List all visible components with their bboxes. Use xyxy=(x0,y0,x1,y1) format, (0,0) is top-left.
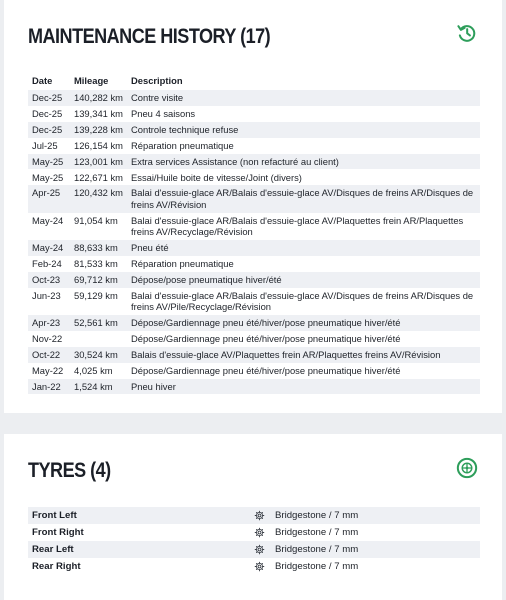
row-mileage: 139,228 km xyxy=(70,122,127,138)
row-description: Essai/Huile boite de vitesse/Joint (divers) xyxy=(131,171,302,183)
row-mileage: 91,054 km xyxy=(74,214,118,226)
tyre-position: Rear Right xyxy=(32,561,81,572)
table-row xyxy=(28,315,480,331)
row-date: Dec-25 xyxy=(32,108,63,120)
row-description: Pneu été xyxy=(127,240,480,256)
column-header-mileage: Mileage xyxy=(74,75,109,87)
row-description: Dépose/Gardiennage pneu été/hiver/pose pneumatique hiver/été xyxy=(131,364,401,376)
row-mileage: 4,025 km xyxy=(74,364,113,376)
row-description: Controle technique refuse xyxy=(127,122,480,138)
row-mileage: 140,282 km xyxy=(70,90,127,106)
row-mileage: 88,633 km xyxy=(70,240,127,256)
row-mileage: 30,524 km xyxy=(70,347,127,363)
table-row xyxy=(28,379,480,395)
column-header-date: Date xyxy=(32,75,53,87)
tyre-row xyxy=(28,524,480,541)
row-mileage: 120,432 km xyxy=(70,185,127,212)
table-row xyxy=(28,138,480,154)
gear-icon xyxy=(254,527,265,538)
table-row xyxy=(28,90,480,106)
history-icon[interactable] xyxy=(456,22,478,44)
row-date: Oct-22 xyxy=(28,347,70,363)
row-mileage: 122,671 km xyxy=(74,171,123,183)
table-row xyxy=(28,185,480,212)
row-description: Balai d'essuie-glace AR/Balais d'essuie-glace AV/Plaquettes frein AR/Plaquettes freins AV/Recyclage/Révision xyxy=(131,214,464,238)
tyre-position: Front Left xyxy=(32,510,77,521)
table-row xyxy=(28,288,480,315)
table-row xyxy=(28,363,480,379)
row-description: Balai d'essuie-glace AR/Balais d'essuie-glace AV/Disques de freins AR/Disques de freins AV/Pile/Recyclage/Révision xyxy=(131,289,474,313)
tyre-spec: Bridgestone / 7 mm xyxy=(275,510,359,521)
tyre-row xyxy=(28,507,480,524)
row-description: Pneu 4 saisons xyxy=(131,108,196,120)
table-row xyxy=(28,240,480,256)
row-mileage: 126,154 km xyxy=(74,139,123,151)
row-description: Réparation pneumatique xyxy=(131,258,234,270)
row-date: Dec-25 xyxy=(28,90,70,106)
maintenance-table xyxy=(28,73,480,394)
row-description: Dépose/pose pneumatique hiver/été xyxy=(127,272,480,288)
row-date: Feb-24 xyxy=(32,258,62,270)
row-description: Extra services Assistance (non refacturé au client) xyxy=(127,154,480,170)
table-row xyxy=(28,347,480,363)
row-date: May-24 xyxy=(28,240,70,256)
tyre-row xyxy=(28,558,480,575)
row-date: Jun-23 xyxy=(32,289,61,301)
gear-icon xyxy=(254,510,265,521)
maintenance-history-card xyxy=(4,0,502,413)
tyres-title: TYRES (4) xyxy=(28,459,111,482)
column-header-description: Description xyxy=(131,75,183,87)
tyres-card xyxy=(4,434,502,600)
gear-icon xyxy=(254,561,265,572)
row-date: Nov-22 xyxy=(32,333,63,345)
table-row xyxy=(28,169,480,185)
row-mileage: 81,533 km xyxy=(74,258,118,270)
table-row xyxy=(28,256,480,272)
row-mileage: 123,001 km xyxy=(70,154,127,170)
tyre-icon[interactable] xyxy=(456,457,478,479)
row-description: Pneu hiver xyxy=(127,379,480,395)
tyre-row xyxy=(28,541,480,558)
tyre-list xyxy=(28,507,480,575)
row-mileage: 69,712 km xyxy=(70,272,127,288)
tyre-position: Front Right xyxy=(32,527,84,538)
row-date: Jul-25 xyxy=(32,139,58,151)
table-row xyxy=(28,331,480,347)
table-header-row xyxy=(28,73,480,90)
tyre-position: Rear Left xyxy=(32,544,74,555)
tyre-spec: Bridgestone / 7 mm xyxy=(275,527,359,538)
row-mileage: 139,341 km xyxy=(74,108,123,120)
row-date: Oct-23 xyxy=(28,272,70,288)
row-date: Apr-25 xyxy=(28,185,70,212)
row-date: May-25 xyxy=(28,154,70,170)
row-date: May-24 xyxy=(32,214,64,226)
table-row xyxy=(28,213,480,240)
row-mileage xyxy=(70,331,127,347)
row-description: Balai d'essuie-glace AR/Balais d'essuie-glace AV/Disques de freins AR/Disques de freins AV/Révision xyxy=(127,185,480,212)
row-date: Dec-25 xyxy=(28,122,70,138)
row-description: Dépose/Gardiennage pneu été/hiver/pose pneumatique hiver/été xyxy=(131,333,401,345)
row-description: Dépose/Gardiennage pneu été/hiver/pose pneumatique hiver/été xyxy=(127,315,480,331)
gear-icon xyxy=(254,544,265,555)
row-date: Jan-22 xyxy=(28,379,70,395)
row-date: May-25 xyxy=(32,171,64,183)
row-date: May-22 xyxy=(32,364,64,376)
row-mileage: 59,129 km xyxy=(74,289,118,301)
row-mileage: 1,524 km xyxy=(70,379,127,395)
row-description: Contre visite xyxy=(127,90,480,106)
table-row xyxy=(28,106,480,122)
tyre-spec: Bridgestone / 7 mm xyxy=(275,544,359,555)
row-mileage: 52,561 km xyxy=(70,315,127,331)
row-description: Balais d'essuie-glace AV/Plaquettes frein AR/Plaquettes freins AV/Révision xyxy=(127,347,480,363)
row-date: Apr-23 xyxy=(28,315,70,331)
row-description: Réparation pneumatique xyxy=(131,139,234,151)
tyre-spec: Bridgestone / 7 mm xyxy=(275,561,359,572)
table-row xyxy=(28,122,480,138)
table-row xyxy=(28,272,480,288)
maintenance-history-title: MAINTENANCE HISTORY (17) xyxy=(28,25,271,48)
table-row xyxy=(28,154,480,170)
